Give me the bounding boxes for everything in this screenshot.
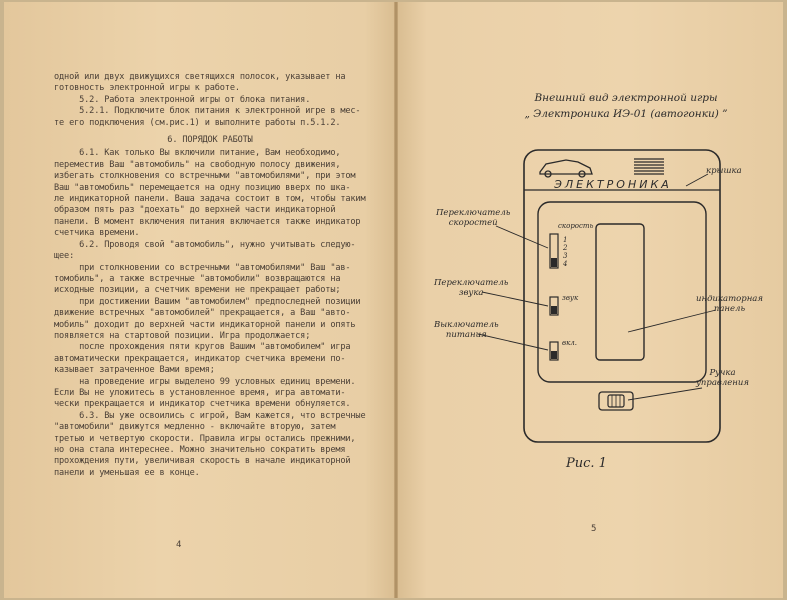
figure-title-line-2: „ Электроника ИЭ-01 (автогонки) ”: [524, 108, 728, 120]
indicator-panel-label: индикаторная панель: [696, 294, 763, 314]
speaker-grille-icon: [634, 159, 664, 174]
sound-label: звук: [562, 294, 579, 302]
text-line: избегать столкновения со встречными "автомобилями", при этом: [54, 171, 356, 182]
text-line: счетчика времени.: [54, 228, 140, 239]
right-page: [396, 2, 783, 598]
text-line: исходные позиции, а счетчик времени не прекращает работы;: [54, 285, 341, 296]
text-line: мобиль" доходит до верхней части индикаторной панели и опять: [54, 319, 356, 330]
brand-label: ЭЛЕКТРОНИКА: [554, 178, 672, 191]
sound-switch-label: Переключатель звука: [434, 278, 509, 298]
indicator-panel: [596, 224, 644, 360]
text-line: образом пять раз "доехать" до верхней части индикаторной: [54, 205, 336, 216]
speed-numbers: 1 2 3 4: [563, 236, 568, 268]
text-line: 6.2. Проводя свой "автомобиль", нужно учитывать следую-: [54, 239, 356, 250]
text-line: панели. В момент включения питания включается также индикатор: [54, 216, 361, 227]
text-line: автоматически прекращается, индикатор счетчика времени по-: [54, 353, 346, 364]
section-heading: 6. ПОРЯДОК РАБОТЫ: [167, 135, 253, 146]
page-number-left: 4: [176, 540, 182, 550]
text-line: но она стала интереснее. Можно значительно сократить время: [54, 445, 346, 455]
text-line: после прохождения пяти кругов Вашим "автомобилем" игра: [54, 342, 351, 353]
figure-title-line-1: Внешний вид электронной игры: [534, 92, 718, 104]
text-line: при столкновении со встречными "автомобилями" Ваш "ав-: [54, 262, 351, 273]
text-line: готовность электронной игры к работе.: [54, 83, 240, 94]
text-line: третью и четвертую скорости. Правила игры остались прежними,: [54, 433, 356, 444]
text-line: появляется на стартовой позиции. Игра продолжается;: [54, 330, 311, 341]
text-line: казывает затраченное Вами время;: [54, 365, 215, 376]
text-line: переместив Ваш "автомобиль" на свободную полосу движения,: [54, 159, 341, 170]
text-line: те его подключения (см.рис.1) и выполните работы п.5.1.2.: [54, 117, 341, 128]
text-line: 6.3. Вы уже освоились с игрой, Вам кажется, что встречные: [54, 410, 366, 421]
page-number-right: 5: [591, 524, 597, 534]
leader-lines: [478, 174, 716, 400]
text-line: одной или двух движущихся светящихся полосок, указывает на: [54, 72, 346, 82]
text-line: 5.2.1. Подключите блок питания к электронной игре в мес-: [54, 106, 361, 117]
text-line: 5.2. Работа электронной игры от блока питания.: [54, 94, 311, 105]
power-label: вкл.: [562, 339, 577, 347]
lid-label: крышка: [706, 166, 742, 176]
device-outline: [524, 150, 720, 442]
text-line: ле индикаторной панели. Ваша задача состоит в том, чтобы таким: [54, 194, 366, 205]
figure-caption: Рис. 1: [566, 456, 607, 471]
text-line: Если Вы не уложитесь в установленное время, игра автомати-: [54, 387, 346, 398]
text-line: "автомобили" движутся медленно - включайте вторую, затем: [54, 422, 336, 433]
left-page: [4, 2, 396, 598]
booklet-spread: [4, 2, 783, 598]
text-line: панели и уменьшая ее в конце.: [54, 467, 200, 478]
instruction-text: [54, 72, 366, 479]
text-line: при достижении Вашим "автомобилем" предпоследней позиции: [54, 296, 361, 307]
speed-switch-label: Переключатель скоростей: [436, 208, 511, 228]
control-knob-label: Ручка управления: [696, 368, 750, 388]
text-line: чески прекращается и индикатор счетчика времени обнуляется.: [54, 399, 351, 410]
text-line: прохождения пути, увеличивая скорость в начале индикаторной: [54, 456, 351, 467]
car-icon: [540, 160, 592, 177]
speed-label: скорость: [558, 222, 594, 230]
text-line: Ваш "автомобиль" перемещается на одну позицию вверх по шка-: [54, 182, 351, 193]
text-line: 6.1. Как только Вы включили питание, Вам необходимо,: [54, 148, 341, 159]
power-switch-label: Выключатель питания: [434, 320, 499, 340]
spine-fold: [394, 2, 398, 598]
text-line: на проведение игры выделено 99 условных единиц времени.: [54, 376, 356, 387]
text-line: движение встречных "автомобилей" прекращается, а Ваш "авто-: [54, 308, 351, 319]
text-line: томобиль", а также встречные "автомобили" возвращаются на: [54, 273, 341, 284]
text-line: щее:: [54, 251, 75, 262]
